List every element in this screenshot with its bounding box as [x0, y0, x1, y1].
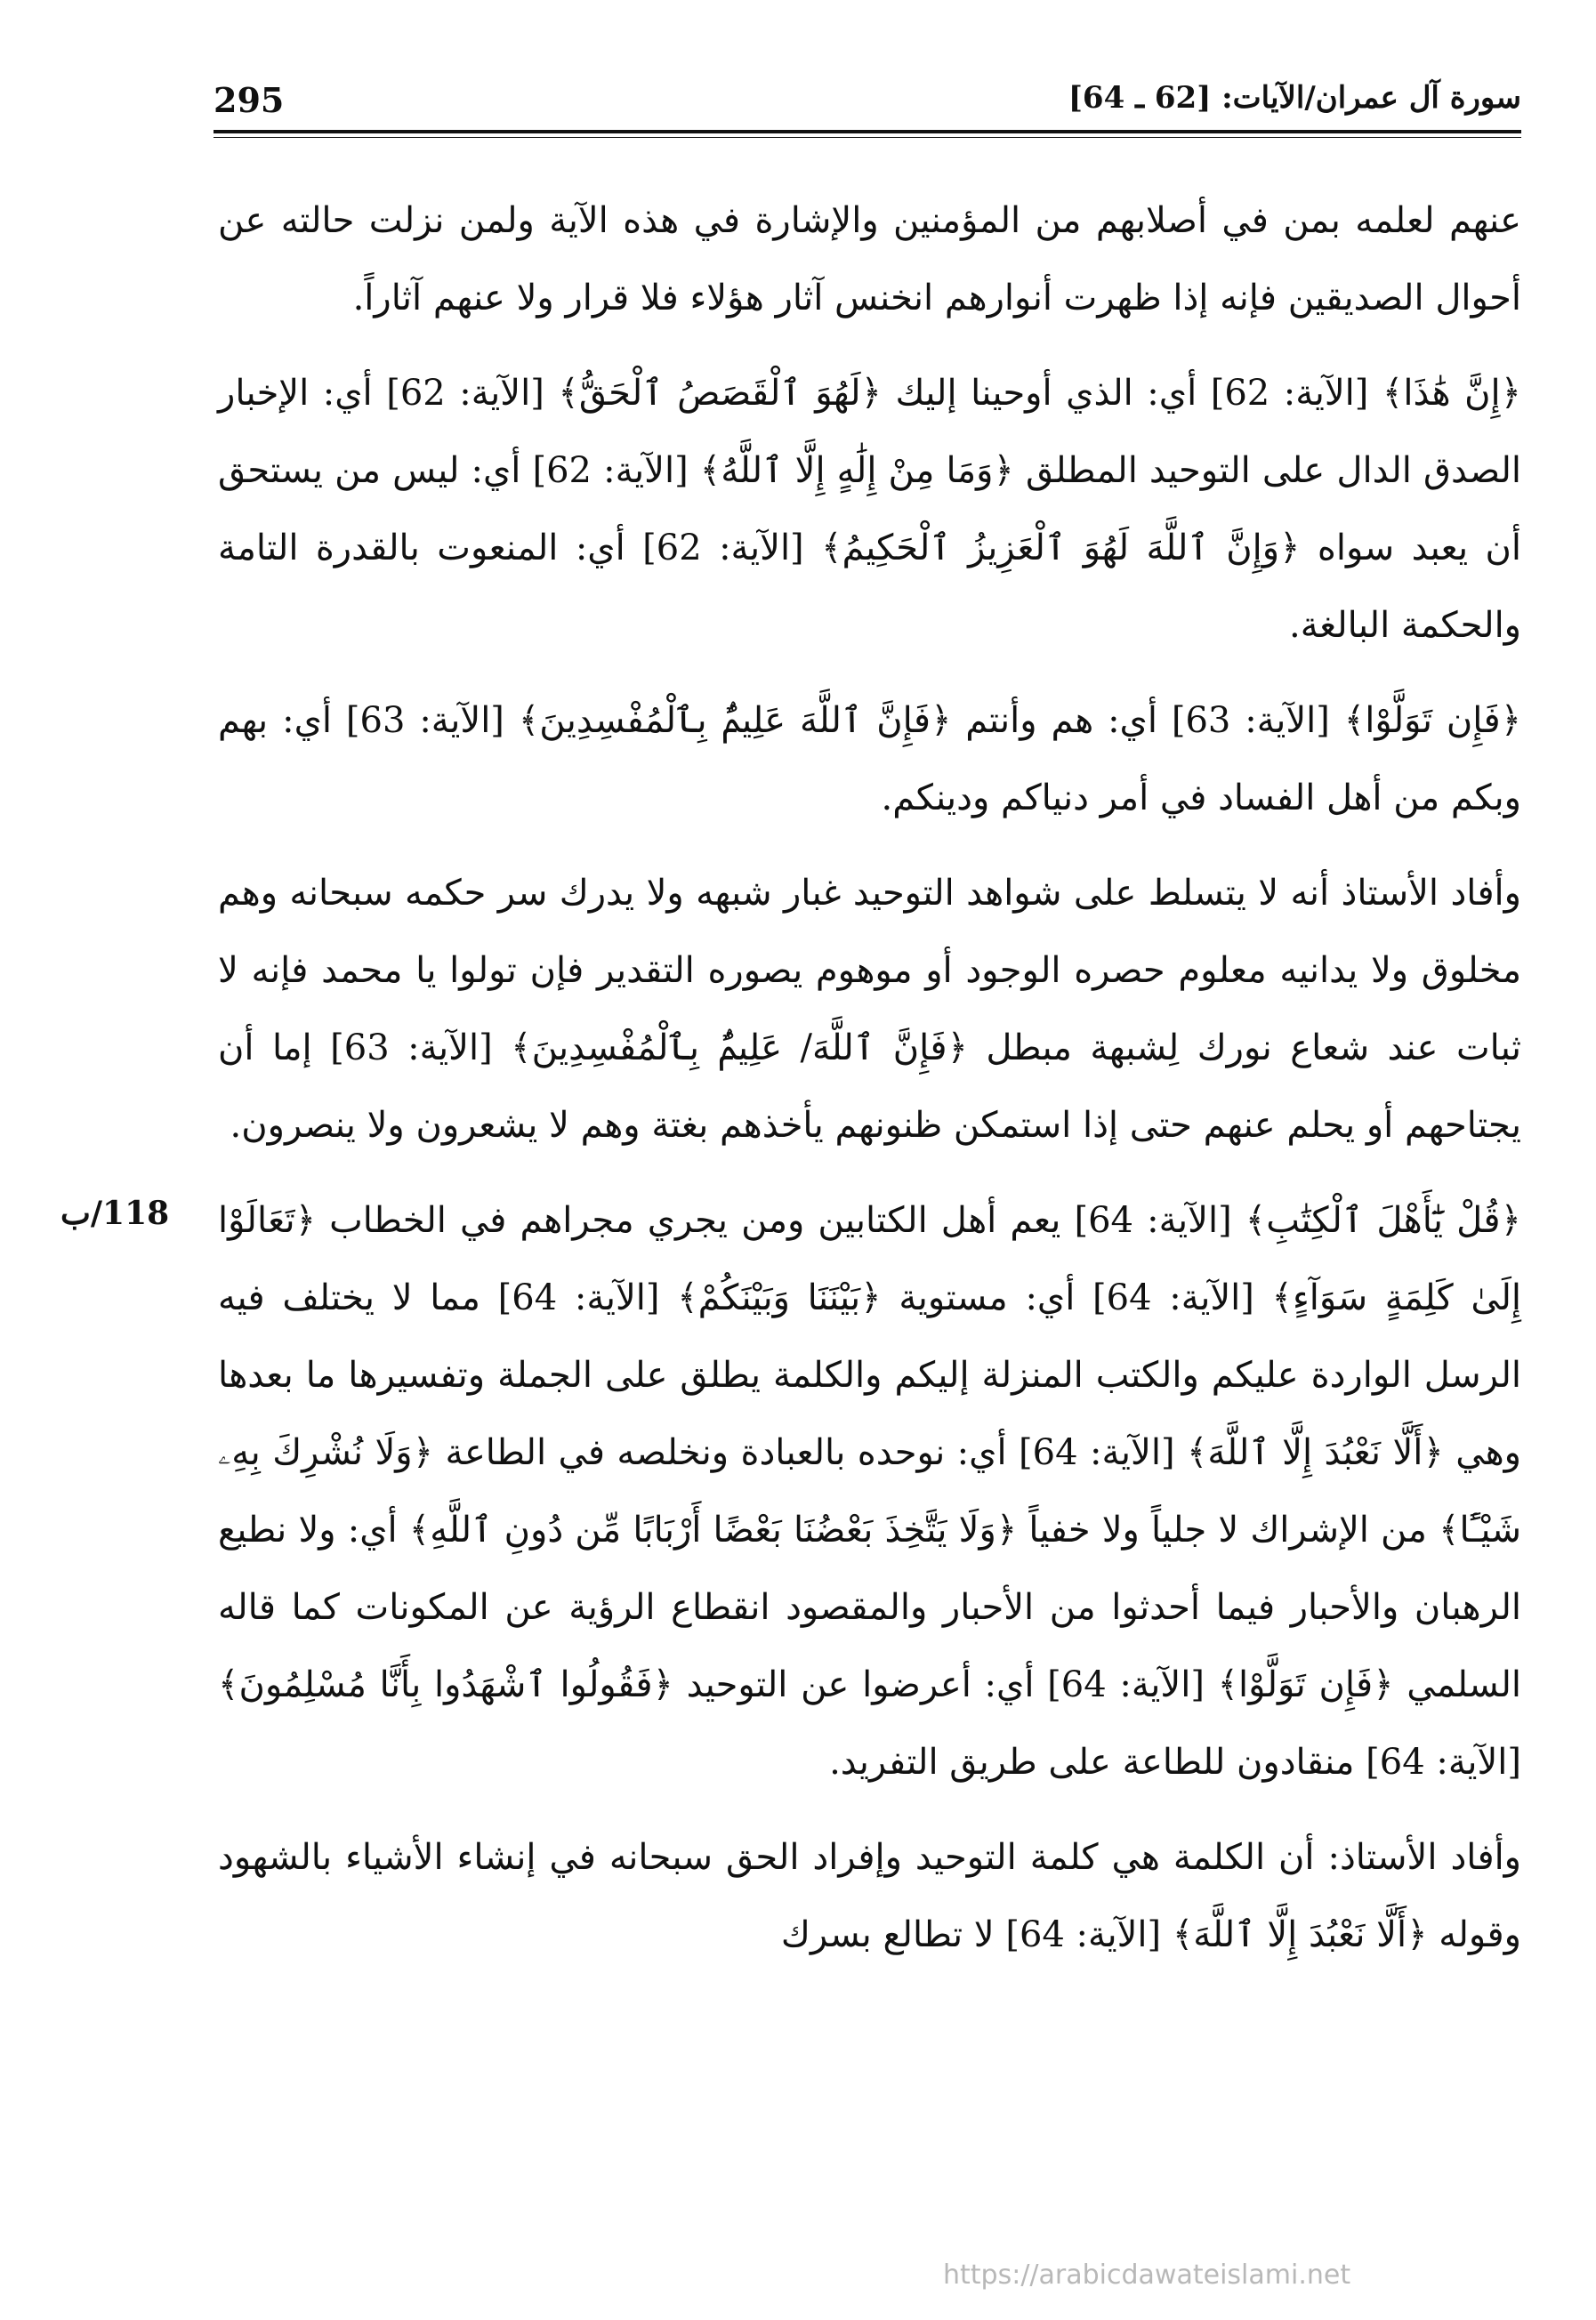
paragraph-1: عنهم لعلمه بمن في أصلابهم من المؤمنين والإشارة في هذه الآية ولمن نزلت حالته عن أحوال الصديقين فإنه إذا ظهرت أنوارهم انخنس آثار هؤلاء فلا قرار ولا عنهم آثاراً.: [218, 200, 1521, 318]
paragraph-4: وأفاد الأستاذ أنه لا يتسلط على شواهد التوحيد غبار شبهه ولا يدرك سر حكمه سبحانه وهم مخلوق ولا يدانيه معلوم حصره الوجود أو موهوم يصوره التقدير فإن تولوا يا محمد فإنه لا ثبات عند شعاع نورك لِشبهة مبطل ﴿فَإِنَّ ٱللَّهَ/ عَلِيمٌۢ بِٱلْمُفْسِدِينَ﴾ [الآية: 63] إما أن يجتاحهم أو يحلم عنهم حتى إذا استمكن ظنونهم يأخذهم بغتة وهم لا يشعرون ولا ينصرون.: [218, 873, 1522, 1146]
watermark-url: https://arabicdawateislami.net: [943, 2260, 1351, 2291]
running-header: [214, 71, 1521, 142]
paragraph-6: وأفاد الأستاذ: أن الكلمة هي كلمة التوحيد وإفراد الحق سبحانه في إنشاء الأشياء بالشهود وقوله ﴿أَلَّا نَعْبُدَ إِلَّا ٱللَّهَ﴾ [الآية: 64] لا تطالع بسرك: [218, 1837, 1521, 1955]
paragraph-2: ﴿إِنَّ هَٰذَا﴾ [الآية: 62] أي: الذي أوحينا إليك ﴿لَهُوَ ٱلْقَصَصُ ٱلْحَقُّ﴾ [الآية: 62] أي: الإخبار الصدق الدال على التوحيد المطلق ﴿وَمَا مِنْ إِلَٰهٍ إِلَّا ٱللَّهُ﴾ [الآية: 62] أي: ليس من يستحق أن يعبد سواه ﴿وَإِنَّ ٱللَّهَ لَهُوَ ٱلْعَزِيزُ ٱلْحَكِيمُ﴾ [الآية: 62] أي: المنعوت بالقدرة التامة والحكمة البالغة.: [218, 373, 1521, 646]
folio-margin-note: 118/ب: [60, 1195, 170, 1232]
paragraph-5: ﴿قُلْ يَٰٓأَهْلَ ٱلْكِتَٰبِ﴾ [الآية: 64] يعم أهل الكتابين ومن يجري مجراهم في الخطاب ﴿تَعَالَوْا إِلَىٰ كَلِمَةٍ سَوَآءٍ﴾ [الآية: 64] أي: مستوية ﴿بَيْنَنَا وَبَيْنَكُمْ﴾ [الآية: 64] مما لا يختلف فيه الرسل الواردة عليكم والكتب المنزلة إليكم والكلمة يطلق على الجملة وتفسيرها ما بعدها وهي ﴿أَلَّا نَعْبُدَ إِلَّا ٱللَّهَ﴾ [الآية: 64] أي: نوحده بالعبادة ونخلصه في الطاعة ﴿وَلَا نُشْرِكَ بِهِۦ شَيْـًٔا﴾ من الإشراك لا جلياً ولا خفياً ﴿وَلَا يَتَّخِذَ بَعْضُنَا بَعْضًا أَرْبَابًا مِّن دُونِ ٱللَّهِ﴾ أي: ولا نطيع الرهبان والأحبار فيما أحدثوا من الأحبار والمقصود انقطاع الرؤية عن المكونات كما قاله السلمي ﴿فَإِن تَوَلَّوْا﴾ [الآية: 64] أي: أعرضوا عن التوحيد ﴿فَقُولُوا ٱشْهَدُوا بِأَنَّا مُسْلِمُونَ﴾ [الآية: 64] منقادون للطاعة على طريق التفريد.: [218, 1200, 1522, 1783]
header-title: سورة آل عمران/الآيات: [62 ـ 64]: [1068, 80, 1521, 116]
header-rule-thin: [214, 137, 1521, 138]
page-number: 295: [214, 80, 285, 120]
text-column: [218, 182, 1521, 1995]
paragraph-3: ﴿فَإِن تَوَلَّوْا﴾ [الآية: 63] أي: هم وأنتم ﴿فَإِنَّ ٱللَّهَ عَلِيمٌۢ بِٱلْمُفْسِدِينَ﴾ [الآية: 63] أي: بهم وبكم من أهل الفساد في أمر دنياكم ودينكم.: [218, 700, 1522, 818]
header-rule: [214, 130, 1521, 133]
